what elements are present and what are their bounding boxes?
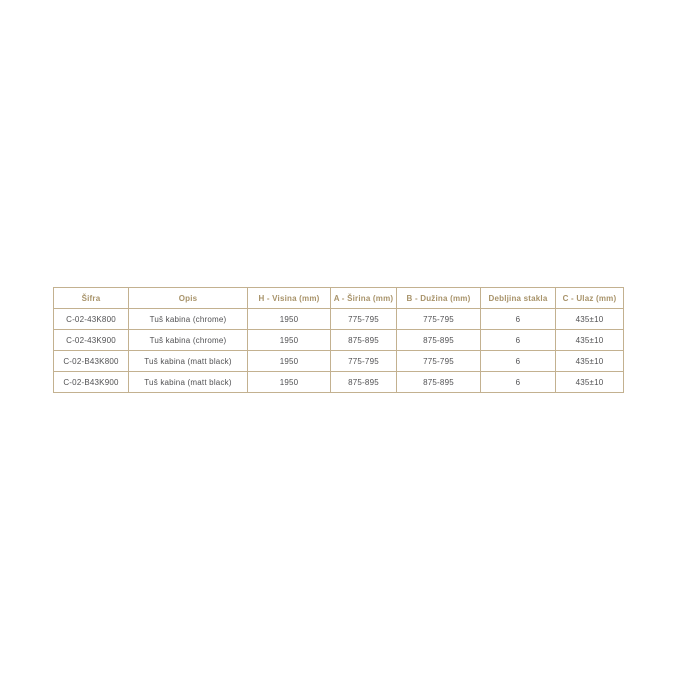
cell-opis: Tuš kabina (matt black) bbox=[129, 351, 248, 372]
column-header-duzina: B - Dužina (mm) bbox=[397, 288, 481, 309]
cell-ulaz: 435±10 bbox=[556, 351, 624, 372]
table-row bbox=[54, 372, 624, 393]
column-header-staklo: Debljina stakla bbox=[481, 288, 556, 309]
cell-visina: 1950 bbox=[248, 309, 331, 330]
cell-staklo: 6 bbox=[481, 372, 556, 393]
cell-staklo: 6 bbox=[481, 330, 556, 351]
cell-duzina: 775-795 bbox=[397, 309, 481, 330]
cell-visina: 1950 bbox=[248, 372, 331, 393]
cell-ulaz: 435±10 bbox=[556, 372, 624, 393]
cell-sirina: 775-795 bbox=[331, 351, 397, 372]
cell-visina: 1950 bbox=[248, 330, 331, 351]
column-header-ulaz: C - Ulaz (mm) bbox=[556, 288, 624, 309]
cell-sifra: C-02-B43K900 bbox=[54, 372, 129, 393]
table-row bbox=[54, 330, 624, 351]
cell-opis: Tuš kabina (matt black) bbox=[129, 372, 248, 393]
product-spec-table bbox=[53, 287, 624, 393]
cell-staklo: 6 bbox=[481, 351, 556, 372]
cell-sirina: 875-895 bbox=[331, 330, 397, 351]
column-header-visina: H - Visina (mm) bbox=[248, 288, 331, 309]
cell-sirina: 875-895 bbox=[331, 372, 397, 393]
cell-sifra: C-02-43K800 bbox=[54, 309, 129, 330]
cell-sifra: C-02-B43K800 bbox=[54, 351, 129, 372]
cell-sifra: C-02-43K900 bbox=[54, 330, 129, 351]
column-header-sifra: Šifra bbox=[54, 288, 129, 309]
cell-sirina: 775-795 bbox=[331, 309, 397, 330]
column-header-opis: Opis bbox=[129, 288, 248, 309]
cell-visina: 1950 bbox=[248, 351, 331, 372]
cell-duzina: 875-895 bbox=[397, 330, 481, 351]
cell-duzina: 875-895 bbox=[397, 372, 481, 393]
cell-ulaz: 435±10 bbox=[556, 330, 624, 351]
table-row bbox=[54, 309, 624, 330]
cell-duzina: 775-795 bbox=[397, 351, 481, 372]
table-row bbox=[54, 351, 624, 372]
header-row bbox=[54, 288, 624, 309]
cell-staklo: 6 bbox=[481, 309, 556, 330]
cell-opis: Tuš kabina (chrome) bbox=[129, 330, 248, 351]
cell-ulaz: 435±10 bbox=[556, 309, 624, 330]
column-header-sirina: A - Širina (mm) bbox=[331, 288, 397, 309]
cell-opis: Tuš kabina (chrome) bbox=[129, 309, 248, 330]
